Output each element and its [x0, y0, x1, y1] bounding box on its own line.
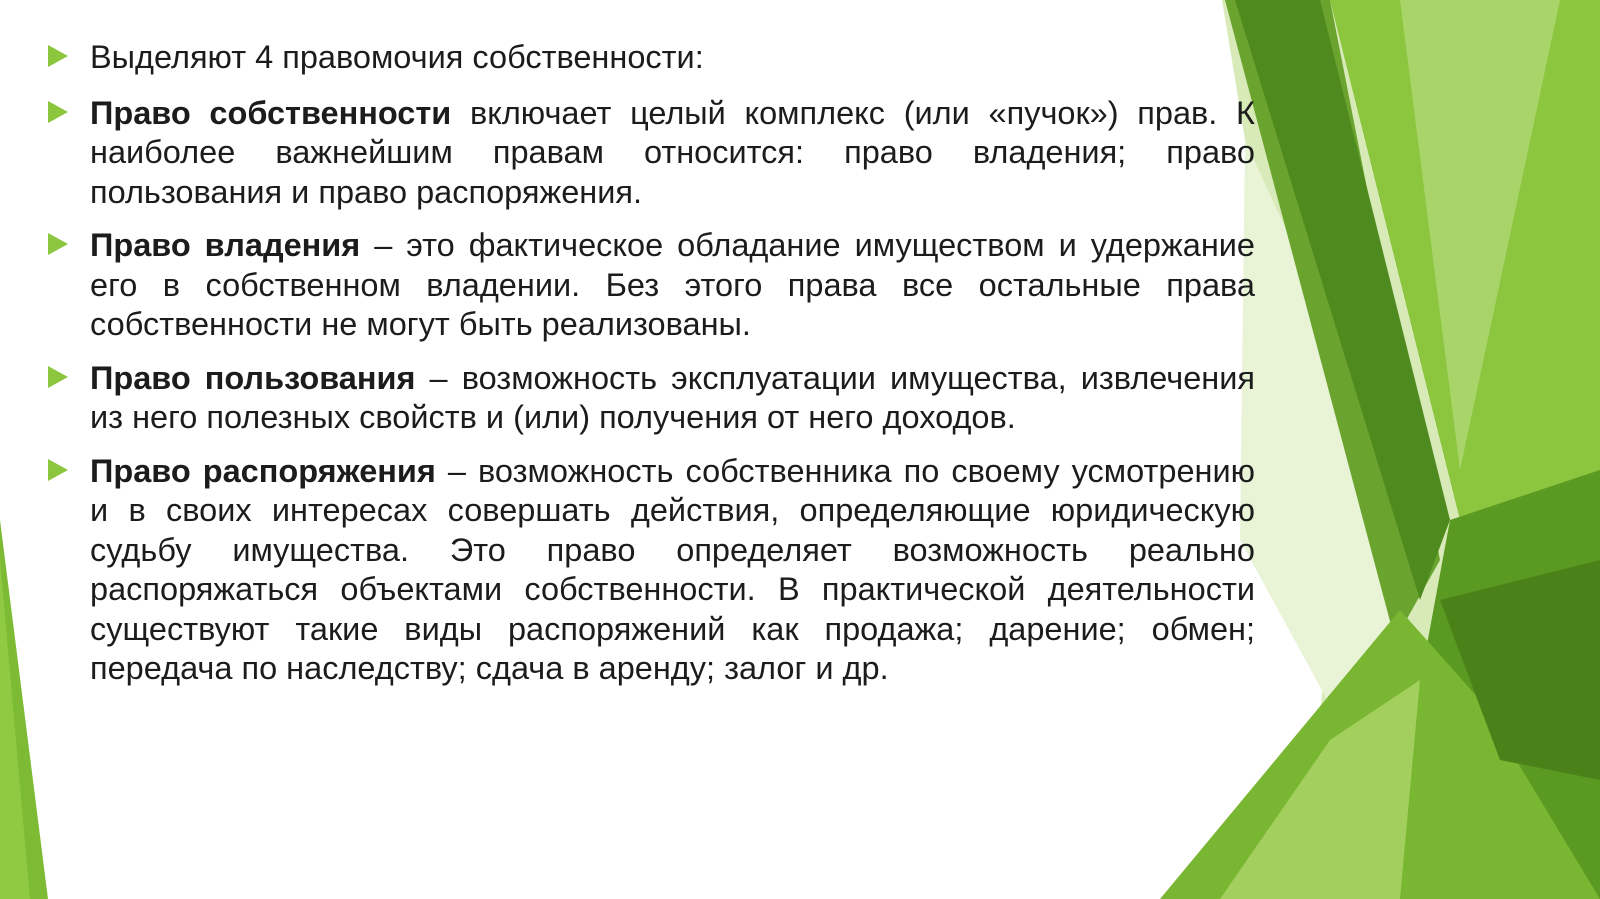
list-item [48, 359, 1255, 438]
triangle-right-icon [48, 233, 68, 255]
triangle-right-icon [48, 366, 68, 388]
item-text: – возможность собственника по своему усмотрению и в своих интересах совершать действия, определяющие юридическую судьбу имущества. Это право определяет возможность реально распоряжаться объектами собственности. В практической деятельности существуют такие виды распоряжений как продажа; дарение; обмен; передача по наследству; сдача в аренду; залог и др. [90, 452, 1255, 686]
item-term: Право пользования [90, 359, 416, 396]
list-item [48, 226, 1255, 345]
item-text: включает целый комплекс (или «пучок») прав. К наиболее важнейшим правам относится: право владения; право пользования и право распоряжения. [90, 94, 1255, 210]
list-item [48, 94, 1255, 213]
triangle-right-icon [48, 459, 68, 481]
triangle-right-icon [48, 101, 68, 123]
item-term: Право собственности [90, 94, 452, 131]
item-text: – возможность эксплуатации имущества, извлечения из него полезных свойств и (или) получения от него доходов. [90, 359, 1255, 435]
item-term: Право распоряжения [90, 452, 436, 489]
triangle-right-icon [48, 45, 68, 67]
item-text: Выделяют 4 правомочия собственности: [90, 39, 704, 75]
list-item [48, 38, 1255, 78]
item-text: – это фактическое обладание имуществом и удержание его в собственном владении. Без этого права все остальные права собственности не могут быть реализованы. [90, 227, 1255, 342]
item-term: Право владения [90, 227, 361, 263]
list-item [48, 452, 1255, 689]
bullet-list [48, 38, 1255, 703]
